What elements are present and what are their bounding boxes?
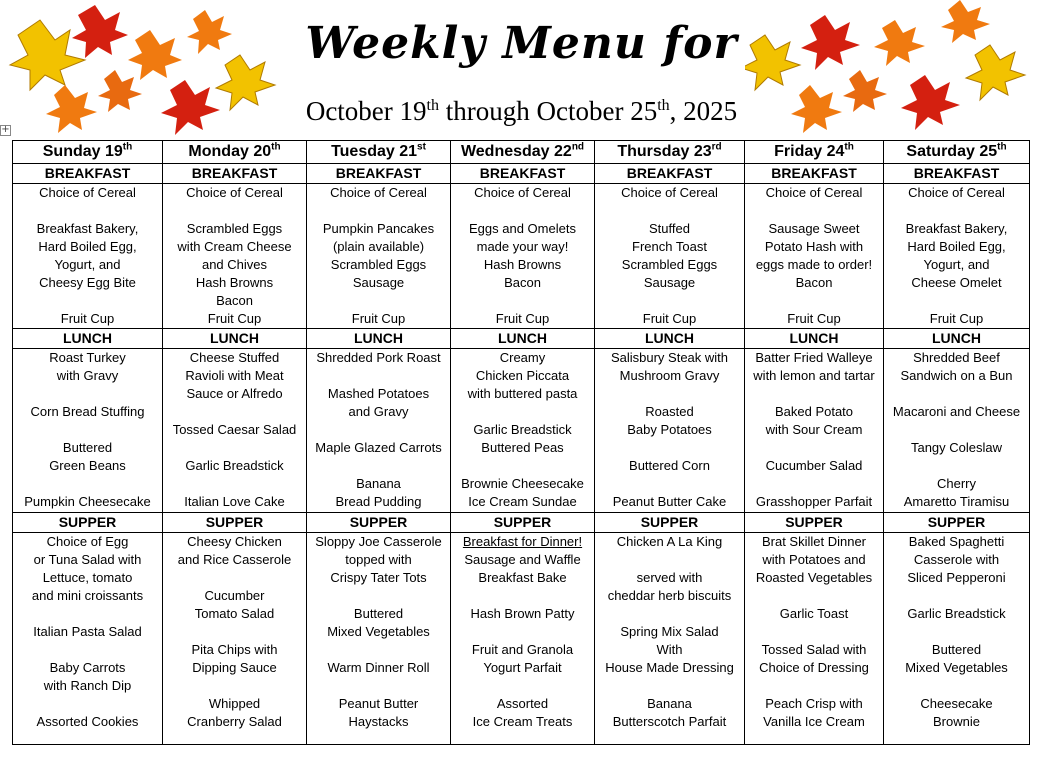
supper-cell: Brat Skillet Dinner with Potatoes and Roasted Vegetables Garlic Toast Tossed Salad with Choice of Dressing Peach Crisp with Vanilla Ice Cream	[745, 533, 884, 745]
date-range-start-suffix: th	[426, 97, 439, 114]
lunch-row	[13, 349, 1030, 513]
meal-label: SUPPER	[595, 513, 745, 533]
meal-label: LUNCH	[745, 329, 884, 349]
lunch-cell: Shredded Beef Sandwich on a Bun Macaroni and Cheese Tangy Coleslaw Cherry Amaretto Tiramisu	[884, 349, 1030, 513]
supper-items: Sausage and Waffle Breakfast Bake Hash Brown Patty Fruit and Granola Yogurt Parfait Assorted Ice Cream Treats	[464, 552, 581, 729]
meal-label: BREAKFAST	[595, 164, 745, 184]
date-range-end-suffix: th	[657, 97, 670, 114]
breakfast-row	[13, 184, 1030, 329]
meal-label: SUPPER	[745, 513, 884, 533]
meal-label: BREAKFAST	[307, 164, 451, 184]
lunch-cell: Shredded Pork Roast Mashed Potatoes and Gravy Maple Glazed Carrots Banana Bread Pudding	[307, 349, 451, 513]
supper-special-heading: Breakfast for Dinner!	[462, 534, 583, 549]
supper-cell: Cheesy Chicken and Rice Casserole Cucumber Tomato Salad Pita Chips with Dipping Sauce Whipped Cranberry Salad	[163, 533, 307, 745]
meal-label: SUPPER	[884, 513, 1030, 533]
breakfast-cell: Choice of Cereal Breakfast Bakery, Hard Boiled Egg, Yogurt, and Cheese Omelet Fruit Cup	[884, 184, 1030, 329]
menu-table	[12, 140, 1030, 745]
supper-cell: Baked Spaghetti Casserole with Sliced Pepperoni Garlic Breadstick Buttered Mixed Vegetables Cheesecake Brownie	[884, 533, 1030, 745]
date-range-start: October 19	[305, 96, 427, 126]
lunch-cell: Roast Turkey with Gravy Corn Bread Stuffing Buttered Green Beans Pumpkin Cheesecake	[13, 349, 163, 513]
day-header: Friday 24th	[745, 141, 884, 164]
lunch-cell: Batter Fried Walleye with lemon and tartar Baked Potato with Sour Cream Cucumber Salad Grasshopper Parfait	[745, 349, 884, 513]
lunch-cell: Salisbury Steak with Mushroom Gravy Roasted Baby Potatoes Buttered Corn Peanut Butter Cake	[595, 349, 745, 513]
breakfast-cell: Choice of Cereal Eggs and Omelets made your way! Hash Browns Bacon Fruit Cup	[451, 184, 595, 329]
meal-label: BREAKFAST	[745, 164, 884, 184]
date-range-year: , 2025	[669, 96, 738, 126]
meal-label: LUNCH	[307, 329, 451, 349]
page-title: Weekly Menu for	[305, 18, 738, 69]
meal-label: LUNCH	[163, 329, 307, 349]
breakfast-cell: Choice of Cereal Sausage Sweet Potato Hash with eggs made to order! Bacon Fruit Cup	[745, 184, 884, 329]
supper-cell: Chicken A La King served with cheddar herb biscuits Spring Mix Salad With House Made Dressing Banana Butterscotch Parfait	[595, 533, 745, 745]
day-header: Thursday 23rd	[595, 141, 745, 164]
meal-label: BREAKFAST	[884, 164, 1030, 184]
supper-cell: Choice of Egg or Tuna Salad with Lettuce, tomato and mini croissants Italian Pasta Salad Baby Carrots with Ranch Dip Assorted Cookies	[13, 533, 163, 745]
meal-label: SUPPER	[307, 513, 451, 533]
meal-label: LUNCH	[13, 329, 163, 349]
day-header: Tuesday 21st	[307, 141, 451, 164]
meal-label: BREAKFAST	[163, 164, 307, 184]
meal-label: SUPPER	[451, 513, 595, 533]
lunch-cell: Cheese Stuffed Ravioli with Meat Sauce or Alfredo Tossed Caesar Salad Garlic Breadstick Italian Love Cake	[163, 349, 307, 513]
supper-row	[13, 533, 1030, 745]
day-header: Sunday 19th	[13, 141, 163, 164]
breakfast-cell: Choice of Cereal Scrambled Eggs with Cream Cheese and Chives Hash Browns Bacon Fruit Cup	[163, 184, 307, 329]
lunch-label-row	[13, 329, 1030, 349]
supper-cell	[451, 533, 595, 745]
meal-label: SUPPER	[13, 513, 163, 533]
meal-label: BREAKFAST	[451, 164, 595, 184]
meal-label: LUNCH	[884, 329, 1030, 349]
breakfast-cell: Choice of Cereal Stuffed French Toast Scrambled Eggs Sausage Fruit Cup	[595, 184, 745, 329]
supper-label-row	[13, 513, 1030, 533]
breakfast-cell: Choice of Cereal Pumpkin Pancakes (plain available) Scrambled Eggs Sausage Fruit Cup	[307, 184, 451, 329]
table-move-handle-icon[interactable]: +	[1, 124, 10, 135]
supper-cell: Sloppy Joe Casserole topped with Crispy Tater Tots Buttered Mixed Vegetables Warm Dinner Roll Peanut Butter Haystacks	[307, 533, 451, 745]
breakfast-cell: Choice of Cereal Breakfast Bakery, Hard Boiled Egg, Yogurt, and Cheesy Egg Bite Fruit Cup	[13, 184, 163, 329]
date-range-end: through October 25	[439, 96, 658, 126]
date-range	[0, 96, 1043, 127]
meal-label: LUNCH	[595, 329, 745, 349]
breakfast-label-row	[13, 164, 1030, 184]
meal-label: LUNCH	[451, 329, 595, 349]
lunch-cell: Creamy Chicken Piccata with buttered pasta Garlic Breadstick Buttered Peas Brownie Cheesecake Ice Cream Sundae	[451, 349, 595, 513]
day-header: Saturday 25th	[884, 141, 1030, 164]
day-header: Monday 20th	[163, 141, 307, 164]
meal-label: BREAKFAST	[13, 164, 163, 184]
day-header: Wednesday 22nd	[451, 141, 595, 164]
day-header-row	[13, 141, 1030, 164]
meal-label: SUPPER	[163, 513, 307, 533]
